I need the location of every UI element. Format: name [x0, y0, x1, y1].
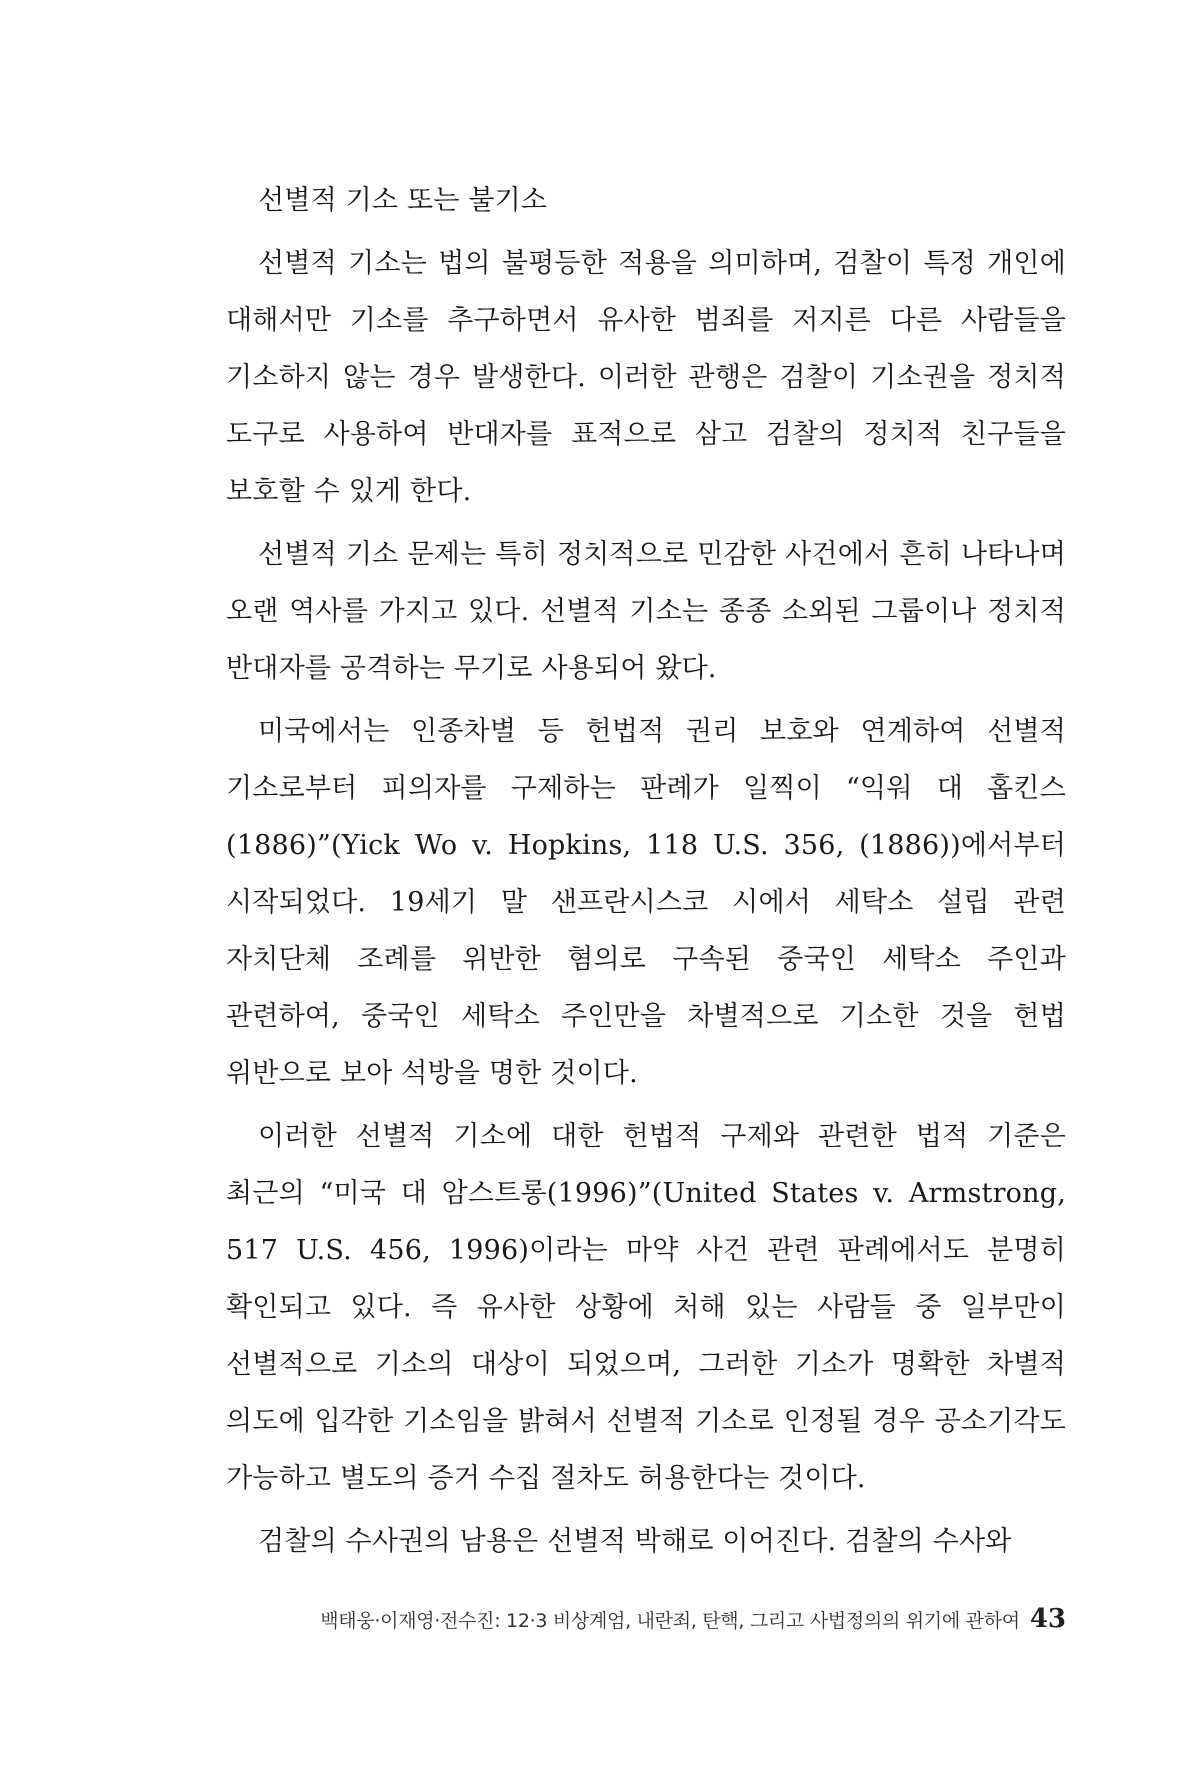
paragraph-armstrong: 이러한 선별적 기소에 대한 헌법적 구제와 관련한 법적 기준은 최근의 “미국 대 암스트롱(1996)”(United States v. Armstrong, 517 U.S. 456, 1996)이라는 마약 사건 관련 판례에서도 분명히 확인되고 있다. 즉 유사한 상황에 처해 있는 사람들 중 일부만이 선별적으로 기소의 대상이 되었으며, 그러한 기소가 명확한 차별적 의도에 입각한 기소임을 밝혀서 선별적 기소로 인정될 경우 공소기각도 가능하고 별도의 증거 수집 절차도 허용한다는 것이다.: [226, 1121, 1066, 1494]
paragraph-investigation-abuse: 검찰의 수사권의 남용은 선별적 박해로 이어진다. 검찰의 수사와: [258, 1526, 1012, 1557]
paragraph-history: 선별적 기소 문제는 특히 정치적으로 민감한 사건에서 흔히 나타나며 오랜 역사를 가지고 있다. 선별적 기소는 종종 소외된 그룹이나 정치적 반대자를 공격하는 무기로 사용되어 왔다.: [226, 539, 1066, 684]
section-heading: 선별적 기소 또는 불기소: [258, 185, 548, 216]
paragraph-selective-prosecution-definition: 선별적 기소는 법의 불평등한 적용을 의미하며, 검찰이 특정 개인에 대해서만 기소를 추구하면서 유사한 범죄를 저지른 다른 사람들을 기소하지 않는 경우 발생한다. 이러한 관행은 검찰이 기소권을 정치적 도구로 사용하여 반대자를 표적으로 삼고 검찰의 정치적 친구들을 보호할 수 있게 한다.: [226, 248, 1066, 507]
paragraph-yick-wo: 미국에서는 인종차별 등 헌법적 권리 보호와 연계하여 선별적 기소로부터 피의자를 구제하는 판례가 일찍이 “익워 대 홉킨스(1886)”(Yick Wo v. Hopkins, 118 U.S. 356, (1886))에서부터 시작되었다. 19세기 말 샌프란시스코 시에서 세탁소 설립 관련 자치단체 조례를 위반한 혐의로 구속된 중국인 세탁소 주인과 관련하여, 중국인 세탁소 주인만을 차별적으로 기소한 것을 헌법 위반으로 보아 석방을 명한 것이다.: [226, 716, 1066, 1089]
body-text: [226, 172, 1066, 1570]
page-footer: [226, 1604, 1066, 1634]
page-number: 43: [1029, 1604, 1066, 1634]
running-title: 백태웅·이재영·전수진: 12·3 비상계엄, 내란죄, 탄핵, 그리고 사법정의의 위기에 관하여: [320, 1610, 1020, 1632]
